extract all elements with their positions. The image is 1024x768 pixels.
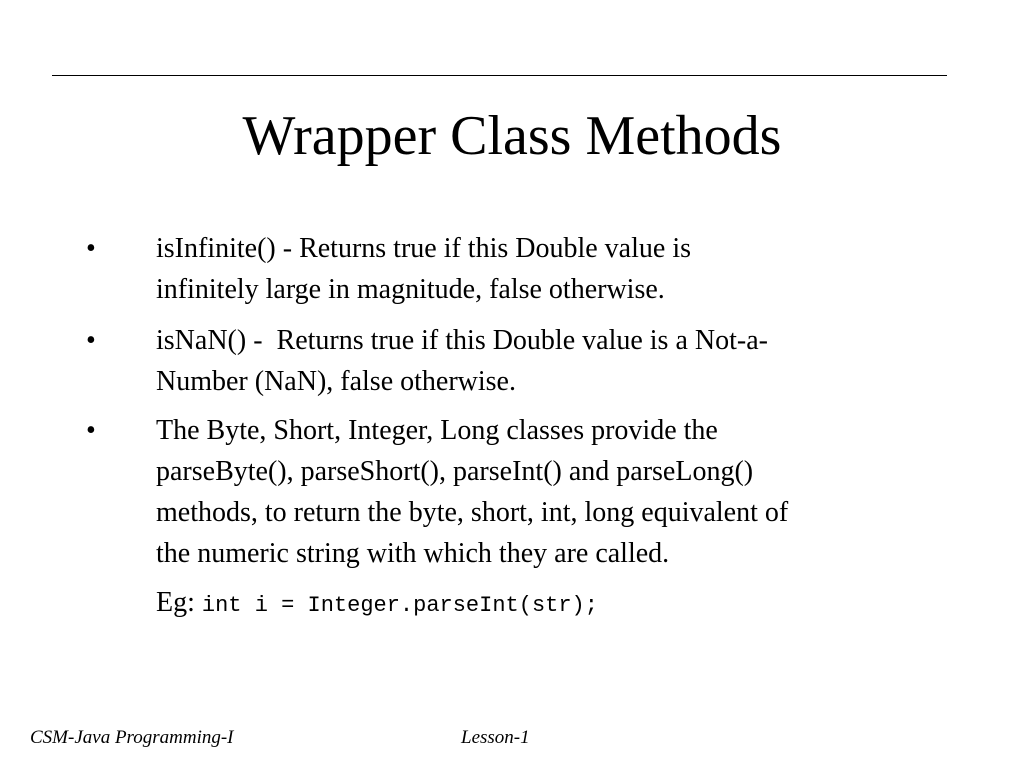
bullet-line: infinitely large in magnitude, false otherwise. [156,274,665,305]
example-label: Eg: [156,587,202,618]
bullet-text [156,320,956,402]
footer-lesson: Lesson-1 [461,727,530,748]
bullet-icon: • [86,325,96,356]
slide-title: Wrapper Class Methods [242,105,782,167]
example-code: int i = Integer.parseInt(str); [201,593,598,618]
bullet-line: methods, to return the byte, short, int, long equivalent of [156,497,789,528]
bullet-line: parseByte(), parseShort(), parseInt() and parseLong() [156,456,754,487]
bullet-icon: • [86,233,96,264]
bullet-icon: • [86,415,96,446]
bullet-text [156,410,956,574]
top-divider [52,75,947,76]
bullet-line: the numeric string with which they are called. [156,538,670,569]
code-example [156,582,598,626]
bullet-line: isNaN() - Returns true if this Double value is a Not-a- [156,325,768,356]
bullet-line: isInfinite() - Returns true if this Double value is [156,233,691,264]
bullet-line: The Byte, Short, Integer, Long classes provide the [156,415,718,446]
footer-course-name: CSM-Java Programming-I [30,727,234,748]
bullet-line: Number (NaN), false otherwise. [156,366,516,397]
bullet-text [156,228,956,310]
